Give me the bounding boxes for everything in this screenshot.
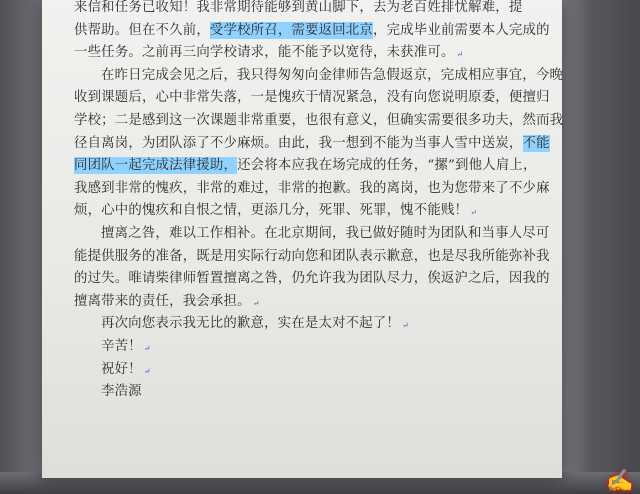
letter-line: 收到课题后，心中非常失落，一是愧疚于情况紧急，没有向您说明原委，便擅归 <box>74 90 550 106</box>
letter-signature: 李浩源 <box>101 384 142 400</box>
letter-line: 学校；二是感到这一次课题非常重要，也很有意义，但确实需要很多功夫，然而我 <box>74 112 564 128</box>
letter-line: 来信和任务已收知！我非常期待能够到黄山脚下，去为老百姓排忧解难，提 <box>74 0 523 15</box>
letter-line: 在昨日完成会见之后，我只得匆匆向金律师告急假返京，完成相应事宜，今晚 <box>101 67 564 83</box>
paragraph-mark-icon: ↵ <box>402 321 409 331</box>
highlighted-text: 受学校所召，需要返回北京 <box>209 22 373 38</box>
letter-line: 擅离带来的责任，我会承担。 ↵ <box>74 293 260 309</box>
letter-line: 擅离之咎，难以工作相补。在北京期间，我已做好随时为团队和当事人尽可 <box>101 225 550 241</box>
letter-line: 能提供服务的准备，既是用实际行动向您和团队表示歉意，也是尽我所能弥补我 <box>74 248 550 264</box>
highlighted-text: 同团队一起完成法律援助， <box>74 158 238 174</box>
letter-page <box>42 0 562 478</box>
letter-line: 再次向您表示我无比的歉意，实在是太对不起了！ ↵ <box>101 316 409 332</box>
letter-line: 一些任务。之前再三向学校请求，能不能予以宽待，未获准可。 ↵ <box>74 45 464 61</box>
letter-line: 的过失。唯请柴律师暂置擅离之咎，仍允许我为团队尽力，俟返沪之后，因我的 <box>74 271 550 287</box>
highlighted-text: 不能 <box>522 135 550 151</box>
letter-body <box>74 0 564 404</box>
letter-line: 烦，心中的愧疚和自恨之情，更添几分，死罪、死罪，愧不能贱！ ↵ <box>74 203 478 219</box>
background-right <box>562 0 640 494</box>
letter-closing: 祝好！ ↵ <box>101 361 151 377</box>
letter-line: 供帮助。但在不久前，受学校所召，需要返回北京，完成毕业前需要本人完成的 <box>74 22 550 38</box>
letter-line: 径自离岗，为团队添了不少麻烦。由此，我一想到不能为当事人雪中送炭，不能 <box>74 135 550 151</box>
paragraph-mark-icon: ↵ <box>470 208 478 218</box>
letter-line: 我感到非常的愧疚，非常的难过，非常的抱歉。我的离岗，也为您带来了不少麻 <box>74 180 550 196</box>
letter-closing: 辛苦！ ↵ <box>101 338 151 354</box>
paragraph-mark-icon: ↵ <box>143 343 151 353</box>
paragraph-mark-icon: ↵ <box>143 366 151 376</box>
corner-logo-icon: ✍ <box>606 468 634 494</box>
letter-line: 同团队一起完成法律援助，还会将本应我在场完成的任务，“摞”到他人肩上， <box>74 158 537 174</box>
paragraph-mark-icon: ↵ <box>456 50 464 60</box>
paragraph-mark-icon: ↵ <box>252 298 260 308</box>
